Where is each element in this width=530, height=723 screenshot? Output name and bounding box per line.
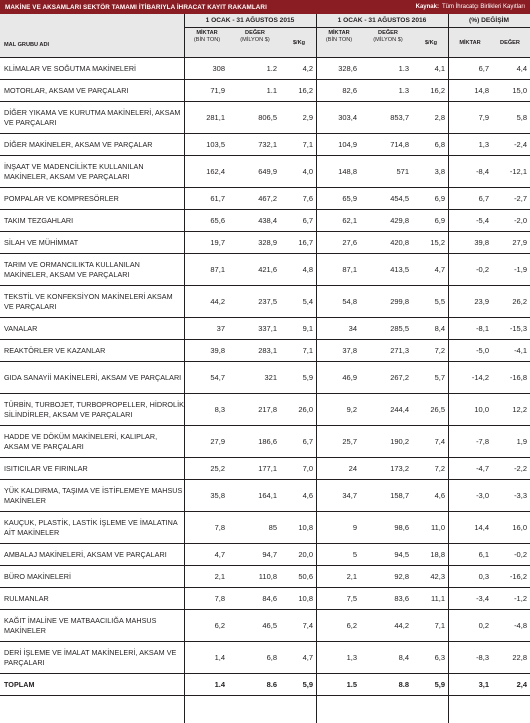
table-row [0,318,530,340]
cell-d16: 158,7 [390,491,409,500]
cell-m15: 19,7 [210,238,225,247]
deger-change-header: DEĞER [500,40,520,46]
product-group-name: DERİ İŞLEME VE İMALAT MAKİNELERİ, AKSAM VE PARÇALARI [4,648,177,667]
cell-m16: 1,3 [346,653,357,662]
product-group-name: TARIM VE ORMANCILIKTA KULLANILAN MAKİNELER, AKSAM VE PARÇALARI [4,260,140,279]
cell-d15: 164,1 [258,491,277,500]
cell-m15: 103,5 [206,140,225,149]
cell-m16: 25,7 [342,437,357,446]
miktar-2015-unit: (BİN TON) [193,37,221,43]
product-group-name: AMBALAJ MAKİNELERİ, AKSAM VE PARÇALARI [4,549,167,559]
cell-m15: 25,2 [210,464,225,473]
cell-k15: 5,9 [302,373,313,382]
cell-k16: 6,8 [434,140,445,149]
cell-m16: 65,9 [342,194,357,203]
miktar-2016-label: MİKTAR [328,30,350,36]
cell-cm: 0,3 [478,572,489,581]
cell-k15: 5,4 [302,297,313,306]
cell-d16: 83,6 [394,594,409,603]
cell-k15: 7,1 [302,140,313,149]
cell-m15: 35,8 [210,491,225,500]
table-row [0,188,530,210]
cell-d15: 649,9 [258,167,277,176]
cell-m15: 308 [212,64,225,73]
product-group-name: İNŞAAT VE MADENCİLİKTE KULLANILAN MAKİNELER, AKSAM VE PARÇALARI [4,162,144,181]
cell-cm: 14,8 [474,86,489,95]
product-group-name: REAKTÖRLER VE KAZANLAR [4,345,106,355]
cell-d15: 337,1 [258,324,277,333]
cell-m15: 2,1 [214,572,225,581]
cell-k15: 4,6 [302,491,313,500]
cell-m16: 87,1 [342,265,357,274]
cell-m16: 104,9 [338,140,357,149]
col-separator [448,14,449,723]
cell-k16: 42,3 [430,572,445,581]
table-row [0,58,530,80]
table-row [0,156,530,188]
table-row [0,80,530,102]
product-group-name: KAĞIT İMALİNE VE MATBAACILIĞA MAHSUS MAKİNELER [4,616,157,635]
cell-d16: 714,8 [390,140,409,149]
cell-d16: 454,5 [390,194,409,203]
cell-cm: 7,9 [478,113,489,122]
cell-k16: 8,4 [434,324,445,333]
cell-k16: 4,1 [434,64,445,73]
cell-cd: -2,7 [514,194,527,203]
cell-d16: 299,8 [390,297,409,306]
source-text: Tüm İhracatçı Birlikleri Kayıtları [441,4,525,10]
deger-2015-label: DEĞER [245,30,265,36]
cell-k15: 9,1 [302,324,313,333]
cell-k15: 4,8 [302,265,313,274]
table-row [0,512,530,544]
cell-k15: 20,0 [298,550,313,559]
table-row [0,458,530,480]
cell-k16: 7,4 [434,437,445,446]
cell-d16: 571 [396,167,409,176]
cell-cm: 23,9 [474,297,489,306]
cell-m16: 24 [348,464,357,473]
cell-cm: 1,3 [478,140,489,149]
miktar-2016-unit: (BİN TON) [325,37,353,43]
cell-m15: 61,7 [210,194,225,203]
cell-cd: -4,1 [514,346,527,355]
cell-cd: -2,2 [514,464,527,473]
cell-k15: 50,6 [298,572,313,581]
cell-d15: 1.2 [266,64,277,73]
cell-m16: 62,1 [342,216,357,225]
product-group-name: KLİMALAR VE SOĞUTMA MAKİNELERİ [4,63,137,73]
skg-2015-header: $/Kg [292,40,306,46]
cell-m16: 9 [352,523,357,532]
cell-cd: 15,0 [512,86,527,95]
cell-k15: 16,2 [298,86,313,95]
table-row [0,642,530,674]
cell-d15: 321 [264,373,277,382]
cell-k16: 26,5 [430,405,445,414]
cell-m16: 328,6 [338,64,357,73]
cell-k16: 5,7 [434,373,445,382]
table-row [0,426,530,458]
cell-k16: 16,2 [430,86,445,95]
cell-cd: 27,9 [512,238,527,247]
deger-2016-unit: (MİLYON $) [373,37,403,43]
product-group-name: YÜK KALDIRMA, TAŞIMA VE İSTİFLEMEYE MAHSUS MAKİNELER [4,486,183,505]
cell-cd: -16,8 [509,373,527,382]
cell-m16: 54,8 [342,297,357,306]
table-row [0,232,530,254]
table-title-bar [0,0,530,14]
cell-cd: 26,2 [512,297,527,306]
cell-k15: 6,7 [302,216,313,225]
cell-d15: 8.6 [266,680,277,689]
cell-k15: 7,1 [302,346,313,355]
cell-k16: 3,8 [434,167,445,176]
skg-2016-header: $/Kg [424,40,438,46]
cell-d16: 413,5 [390,265,409,274]
cell-cm: -3,0 [476,491,489,500]
cell-m15: 162,4 [206,167,225,176]
product-group-name: ISITICILAR VE FIRINLAR [4,463,88,473]
cell-m15: 87,1 [210,265,225,274]
table-title: MAKİNE VE AKSAMLARI SEKTÖR TAMAMI İTİBARIYLA İHRACAT KAYIT RAKAMLARI [5,3,267,11]
cell-d16: 244,4 [390,405,409,414]
cell-m16: 7,5 [346,594,357,603]
cell-cd: 5,8 [516,113,527,122]
cell-k16: 7,2 [434,464,445,473]
group-header-blank [0,14,184,28]
table-row [0,544,530,566]
cell-cm: -8,3 [476,653,489,662]
cell-m16: 9,2 [346,405,357,414]
cell-cm: -0,2 [476,265,489,274]
source-note [416,4,525,10]
product-group-name: GIDA SANAYİİ MAKİNELERİ, AKSAM VE PARÇALARI [4,372,182,382]
cell-cd: -0,2 [514,550,527,559]
cell-d15: 186,6 [258,437,277,446]
cell-k15: 7,4 [302,621,313,630]
table-row [0,362,530,394]
miktar-2015-header [186,30,228,44]
product-group-name: TÜRBİN, TURBOJET, TURBOPROPELLER, HİDROLİK SİLİNDİRLER, AKSAM VE PARÇALARI [4,400,184,419]
cell-k16: 18,8 [430,550,445,559]
cell-k16: 6,9 [434,216,445,225]
cell-m16: 82,6 [342,86,357,95]
source-label: Kaynak: [415,4,439,10]
column-header-row [0,28,530,58]
table-row [0,254,530,286]
product-group-name: SİLAH VE MÜHİMMAT [4,237,79,247]
cell-cm: -5,0 [476,346,489,355]
cell-cd: -1,2 [514,594,527,603]
cell-d16: 98,6 [394,523,409,532]
cell-k15: 10,8 [298,523,313,532]
cell-cd: 12,2 [512,405,527,414]
cell-d16: 173,2 [390,464,409,473]
cell-k15: 26,0 [298,405,313,414]
cell-cd: 2,4 [516,680,527,689]
product-group-name: DİĞER YIKAMA VE KURUTMA MAKİNELERİ, AKSAM VE PARÇALARI [4,108,181,127]
cell-cd: -4,8 [514,621,527,630]
cell-d15: 6,8 [266,653,277,662]
cell-m16: 37,8 [342,346,357,355]
cell-d16: 267,2 [390,373,409,382]
cell-k16: 7,1 [434,621,445,630]
cell-d15: 328,9 [258,238,277,247]
cell-k16: 6,9 [434,194,445,203]
cell-m15: 6,2 [214,621,225,630]
cell-cm: 10,0 [474,405,489,414]
cell-m15: 27,9 [210,437,225,446]
cell-d15: 85 [268,523,277,532]
cell-cd: -12,1 [509,167,527,176]
cell-m15: 65,6 [210,216,225,225]
table-row [0,610,530,642]
period-2016-header: 1 OCAK - 31 AĞUSTOS 2016 [316,14,448,28]
cell-d16: 8,4 [398,653,409,662]
cell-cd: 4,4 [516,64,527,73]
cell-cd: -1,9 [514,265,527,274]
cell-m15: 7,8 [214,594,225,603]
cell-m15: 71,9 [210,86,225,95]
cell-cm: 6,7 [478,64,489,73]
cell-m15: 4,7 [214,550,225,559]
cell-d16: 285,5 [390,324,409,333]
cell-d16: 1.3 [398,86,409,95]
cell-d15: 94,7 [262,550,277,559]
cell-d16: 429,8 [390,216,409,225]
cell-k16: 15,2 [430,238,445,247]
product-group-name: VANALAR [4,323,38,333]
cell-m16: 5 [352,550,357,559]
cell-m16: 27,6 [342,238,357,247]
cell-k15: 4,7 [302,653,313,662]
table-row [0,102,530,134]
cell-m15: 1.4 [214,680,225,689]
miktar-2016-header [318,30,360,44]
cell-d16: 44,2 [394,621,409,630]
cell-m16: 46,9 [342,373,357,382]
cell-k15: 16,7 [298,238,313,247]
product-group-name: TAKIM TEZGAHLARI [4,215,74,225]
cell-k16: 4,6 [434,491,445,500]
cell-m16: 148,8 [338,167,357,176]
cell-k15: 10,8 [298,594,313,603]
product-group-name: MOTORLAR, AKSAM VE PARÇALARI [4,85,129,95]
cell-k15: 4,0 [302,167,313,176]
cell-m15: 1,4 [214,653,225,662]
cell-k16: 5,5 [434,297,445,306]
cell-cd: -2,0 [514,216,527,225]
table-row [0,566,530,588]
cell-m15: 44,2 [210,297,225,306]
cell-d15: 467,2 [258,194,277,203]
cell-k16: 2,8 [434,113,445,122]
cell-cm: 6,7 [478,194,489,203]
product-group-name: POMPALAR VE KOMPRESÖRLER [4,193,119,203]
product-group-name: DİĞER MAKİNELER, AKSAM VE PARÇALAR [4,139,153,149]
deger-2015-header [230,30,280,44]
cell-k15: 5,9 [302,680,313,689]
cell-m15: 7,8 [214,523,225,532]
period-2015-header: 1 OCAK - 31 AĞUSTOS 2015 [184,14,316,28]
cell-cd: 22,8 [512,653,527,662]
cell-k15: 7,6 [302,194,313,203]
cell-m16: 6,2 [346,621,357,630]
cell-cm: 0,2 [478,621,489,630]
product-group-name: BÜRO MAKİNELERİ [4,571,72,581]
total-label: TOPLAM [4,679,35,689]
cell-cm: -8,4 [476,167,489,176]
cell-m16: 34 [348,324,357,333]
cell-k16: 11,1 [430,594,445,603]
cell-m15: 37 [216,324,225,333]
cell-cm: -4,7 [476,464,489,473]
cell-d15: 1.1 [266,86,277,95]
cell-k16: 6,3 [434,653,445,662]
cell-d16: 420,8 [390,238,409,247]
deger-2016-label: DEĞER [378,30,398,36]
cell-cm: 3,1 [478,680,489,689]
change-header: (%) DEĞİŞİM [448,14,530,28]
cell-cm: 14,4 [474,523,489,532]
cell-d15: 732,1 [258,140,277,149]
total-row [0,674,530,696]
cell-m15: 39,8 [210,346,225,355]
cell-k15: 4,2 [302,64,313,73]
cell-cd: -3,3 [514,491,527,500]
cell-cd: 16,0 [512,523,527,532]
table-row [0,588,530,610]
cell-d15: 421,6 [258,265,277,274]
product-group-name: HADDE VE DÖKÜM MAKİNELERİ, KALIPLAR, AKSAM VE PARÇALARI [4,432,158,451]
table-row [0,134,530,156]
cell-d15: 237,5 [258,297,277,306]
cell-k16: 11,0 [430,523,445,532]
deger-2015-unit: (MİLYON $) [240,37,270,43]
cell-m16: 1.5 [346,680,357,689]
mal-grubu-header: MAL GRUBU ADI [4,42,50,48]
cell-d16: 94,5 [394,550,409,559]
col-separator [316,14,317,723]
deger-2016-header [362,30,414,44]
cell-k15: 7,0 [302,464,313,473]
cell-k15: 2,9 [302,113,313,122]
miktar-2015-label: MİKTAR [196,30,218,36]
cell-cd: -2,4 [514,140,527,149]
cell-cd: 1,9 [516,437,527,446]
cell-k15: 6,7 [302,437,313,446]
cell-d16: 190,2 [390,437,409,446]
cell-d15: 110,8 [258,572,277,581]
table-row [0,286,530,318]
cell-k16: 4,7 [434,265,445,274]
cell-d15: 177,1 [258,464,277,473]
cell-cm: -3,4 [476,594,489,603]
cell-d15: 806,5 [258,113,277,122]
table-row [0,394,530,426]
table-row [0,210,530,232]
product-group-name: RULMANLAR [4,593,49,603]
cell-d15: 46,5 [262,621,277,630]
cell-m16: 2,1 [346,572,357,581]
cell-k16: 7,2 [434,346,445,355]
cell-cm: 6,1 [478,550,489,559]
cell-cm: 39,8 [474,238,489,247]
cell-cd: -16,2 [509,572,527,581]
cell-cm: -7,8 [476,437,489,446]
cell-d16: 271,3 [390,346,409,355]
cell-m16: 303,4 [338,113,357,122]
cell-m15: 281,1 [206,113,225,122]
product-group-name: TEKSTİL VE KONFEKSİYON MAKİNELERİ AKSAM VE PARÇALARI [4,292,173,311]
cell-d16: 8.8 [398,680,409,689]
product-group-name: KAUÇUK, PLASTİK, LASTİK İŞLEME VE İMALATINA AİT MAKİNELER [4,518,178,537]
cell-cm: -5,4 [476,216,489,225]
cell-k16: 5,9 [434,680,445,689]
cell-m15: 8,3 [214,405,225,414]
miktar-change-header: MİKTAR [459,40,481,46]
cell-d15: 438,4 [258,216,277,225]
cell-cd: -15,3 [509,324,527,333]
cell-cm: -14,2 [471,373,489,382]
cell-d16: 92,8 [394,572,409,581]
col-separator [184,14,185,723]
table-row [0,340,530,362]
cell-d16: 853,7 [390,113,409,122]
cell-d16: 1.3 [398,64,409,73]
table-row [0,480,530,512]
cell-d15: 283,1 [258,346,277,355]
cell-cm: -8,1 [476,324,489,333]
cell-m16: 34,7 [342,491,357,500]
cell-d15: 84,6 [262,594,277,603]
cell-d15: 217,8 [258,405,277,414]
cell-m15: 54,7 [210,373,225,382]
